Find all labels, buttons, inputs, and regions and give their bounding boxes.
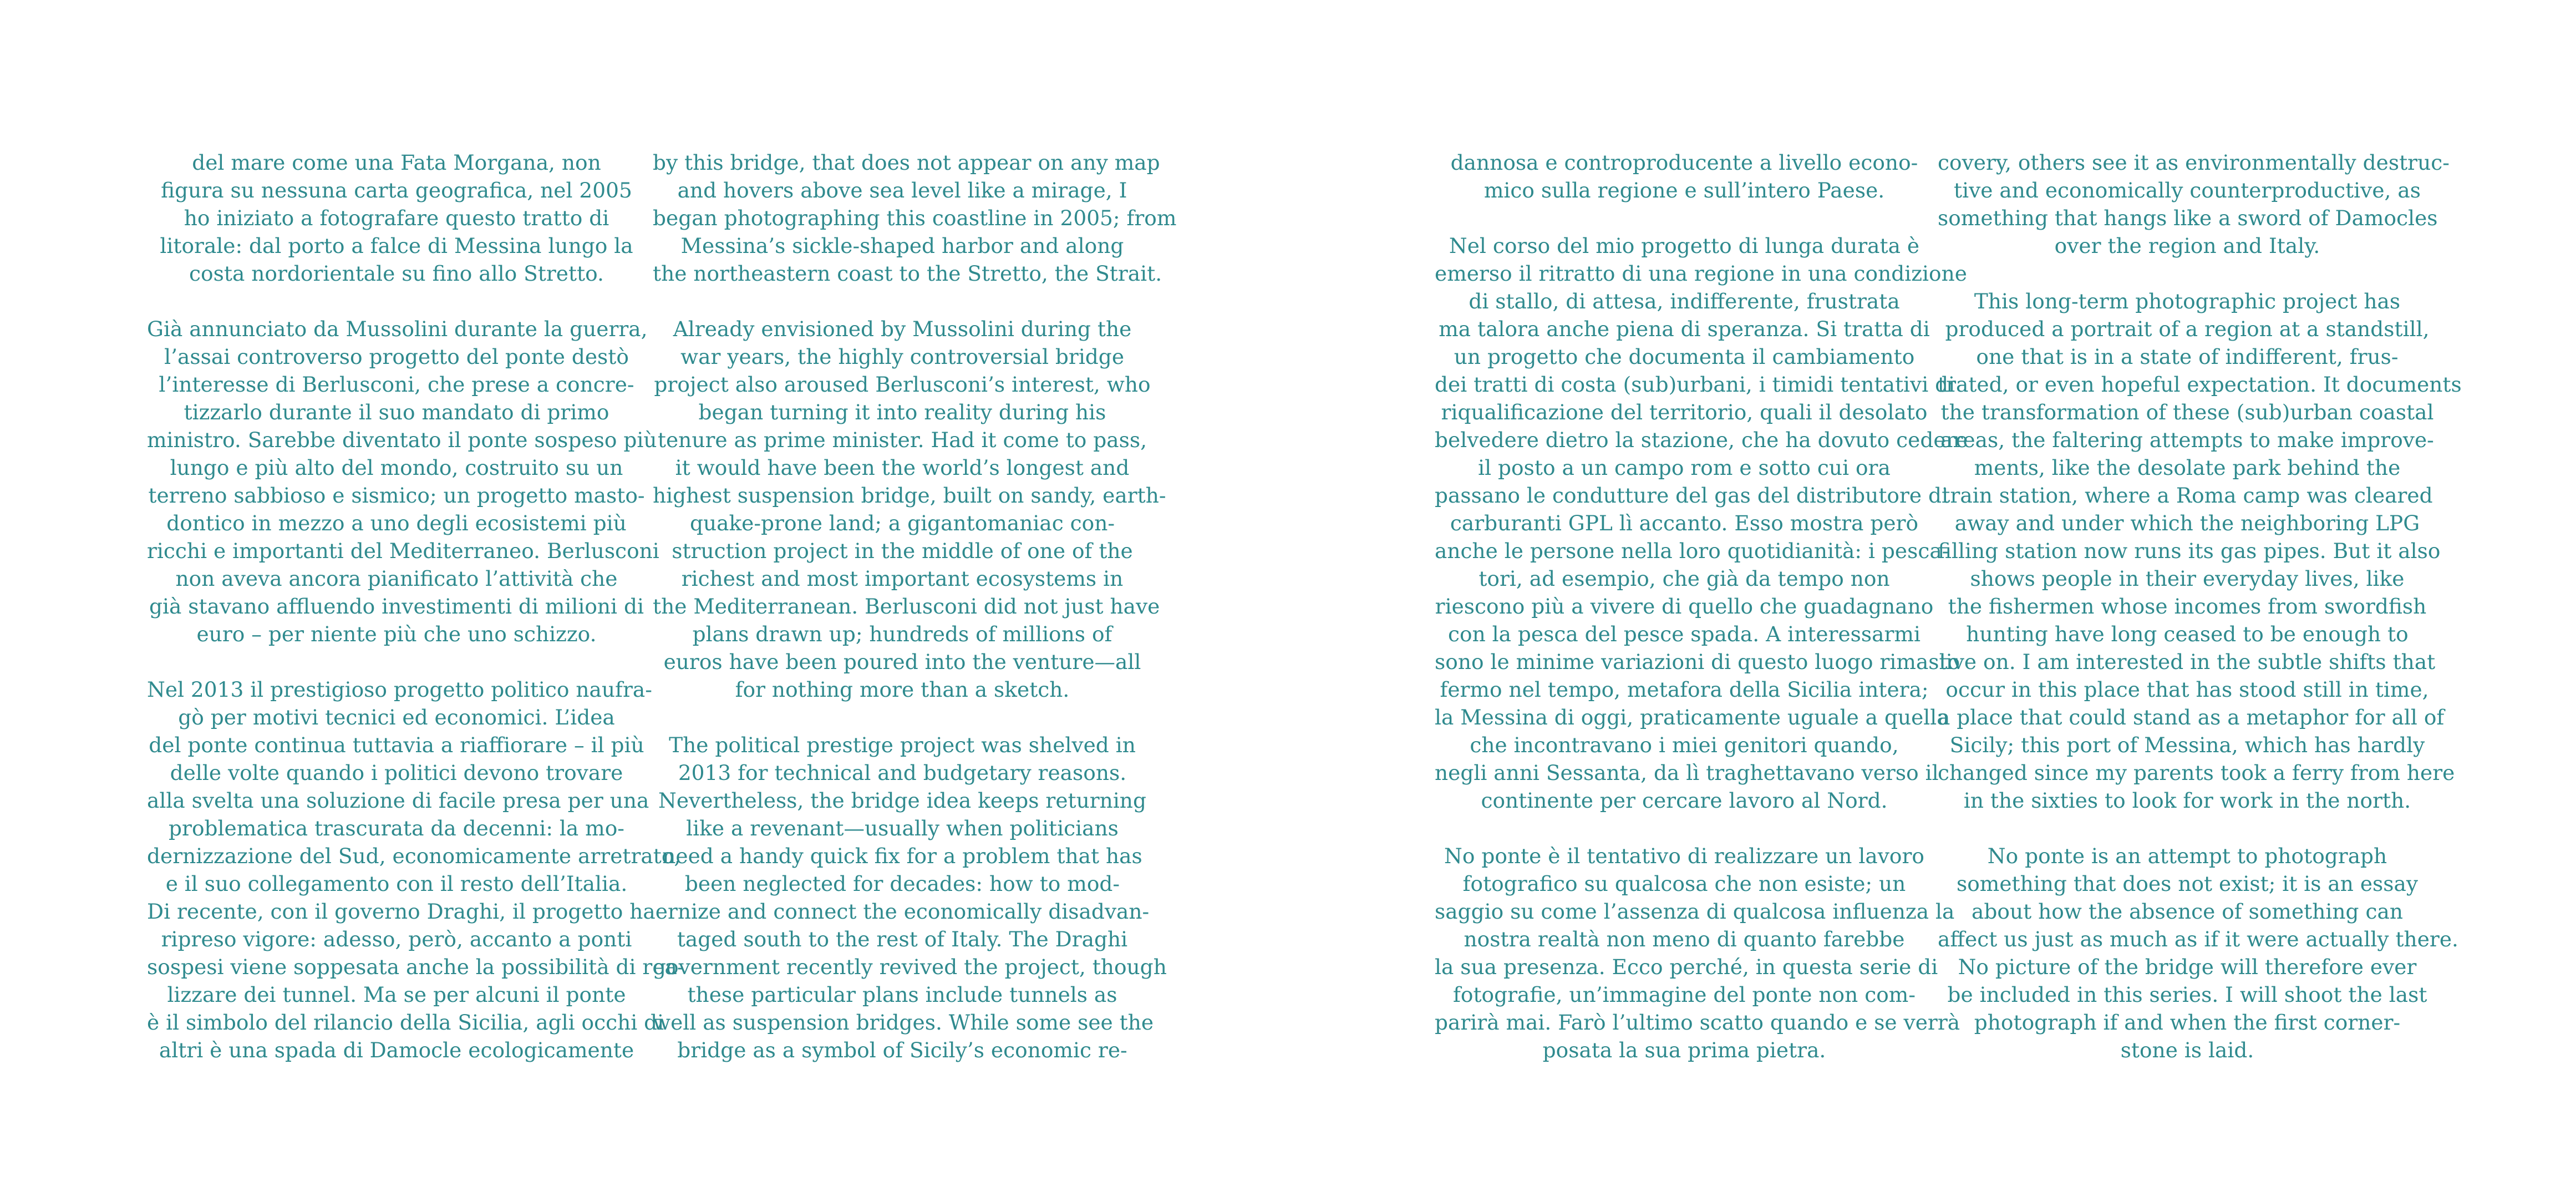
text-line: No ponte è il tentativo di realizzare un lavoro: [1444, 844, 1924, 868]
text-line: train station, where a Roma camp was cleared: [1942, 483, 2433, 508]
text-line: mico sulla regione e sull’intero Paese.: [1483, 178, 1885, 202]
text-line: covery, others see it as environmentally destruc-: [1938, 150, 2450, 175]
text-line: No ponte is an attempt to photograph: [1987, 844, 2387, 868]
paragraph: [1435, 149, 1934, 204]
text-line: taged south to the rest of Italy. The Draghi: [677, 927, 1128, 951]
text-line: Sicily; this port of Messina, which has hardly: [1949, 733, 2425, 757]
text-line: the fishermen whose incomes from swordfish: [1948, 594, 2427, 619]
text-line: euros have been poured into the venture—all: [663, 650, 1141, 674]
text-line: passano le condutture del gas del distributore di: [1435, 483, 1949, 508]
text-line: parirà mai. Farò l’ultimo scatto quando e se verrà: [1435, 1010, 1960, 1035]
text-line: saggio su come l’assenza di qualcosa influenza la: [1435, 899, 1955, 924]
text-line: la sua presenza. Ecco perché, in questa serie di: [1435, 955, 1938, 979]
text-column-italian-left: [147, 149, 684, 1064]
text-line: something that does not exist; it is an essay: [1956, 871, 2419, 896]
text-line: project also aroused Berlusconi’s interest, who: [654, 372, 1151, 397]
text-line: stone is laid.: [2120, 1038, 2254, 1062]
text-line: photograph if and when the first corner-: [1974, 1010, 2401, 1035]
paragraph: [1938, 149, 2450, 260]
text-line: quake-prone land; a gigantomaniac con-: [689, 511, 1115, 535]
text-column-english-right: [1938, 149, 2462, 1064]
text-line: il posto a un campo rom e sotto cui ora: [1478, 455, 1891, 480]
text-line: shows people in their everyday lives, like: [1970, 566, 2405, 591]
text-line: ripreso vigore: adesso, però, accanto a ponti: [161, 927, 632, 951]
text-line: non aveva ancora pianificato l’attività che: [175, 566, 618, 591]
text-line: it would have been the world’s longest and: [675, 455, 1130, 480]
text-line: one that is in a state of indifferent, frus-: [1976, 344, 2399, 369]
text-line: tenure as prime minister. Had it come to pass,: [657, 428, 1147, 452]
text-line: affect us just as much as if it were actually there.: [1938, 927, 2458, 951]
text-line: The political prestige project was shelved in: [669, 733, 1136, 757]
text-line: ernize and connect the economically disadvan-: [655, 899, 1150, 924]
text-line: dannosa e controproducente a livello econo-: [1450, 150, 1918, 175]
text-line: Messina’s sickle-shaped harbor and along: [680, 234, 1124, 258]
text-line: e il suo collegamento con il resto dell’Italia.: [165, 871, 628, 896]
text-line: changed since my parents took a ferry from here: [1938, 761, 2455, 785]
text-line: over the region and Italy.: [2054, 234, 2320, 258]
text-line: by this bridge, that does not appear on any map: [653, 150, 1160, 175]
text-line: war years, the highly controversial bridge: [680, 344, 1125, 369]
text-line: anche le persone nella loro quotidianità: i pesca-: [1435, 539, 1949, 563]
text-line: fotografie, un’immagine del ponte non com-: [1452, 982, 1916, 1007]
text-line: No picture of the bridge will therefore ever: [1958, 955, 2417, 979]
text-line: dei tratti di costa (sub)urbani, i timidi tentativi di: [1435, 372, 1955, 397]
paragraph: [1938, 842, 2458, 1064]
text-line: hunting have long ceased to be enough to: [1966, 622, 2409, 646]
text-line: need a handy quick fix for a problem that has: [662, 844, 1142, 868]
paragraph: [653, 731, 1167, 1064]
text-line: This long-term photographic project has: [1974, 289, 2401, 313]
text-line: ministro. Sarebbe diventato il ponte sospeso più: [147, 428, 657, 452]
text-column-italian-right: [1435, 149, 1968, 1064]
paragraph: [1435, 842, 1960, 1064]
text-line: began photographing this coastline in 2005; from: [653, 206, 1177, 230]
text-line: tive and economically counterproductive, as: [1954, 178, 2421, 202]
text-line: un progetto che documenta il cambiamento: [1454, 344, 1915, 369]
text-line: these particular plans include tunnels as: [687, 982, 1117, 1007]
text-line: lizzare dei tunnel. Ma se per alcuni il ponte: [167, 982, 626, 1007]
text-line: Nevertheless, the bridge idea keeps returning: [658, 788, 1146, 813]
text-line: l’assai controverso progetto del ponte destò: [164, 344, 629, 369]
text-line: 2013 for technical and budgetary reasons.: [678, 761, 1127, 785]
text-line: about how the absence of something can: [1972, 899, 2403, 924]
text-line: figura su nessuna carta geografica, nel 2005: [161, 178, 632, 202]
text-line: began turning it into reality during his: [698, 400, 1106, 424]
text-line: struction project in the middle of one of the: [672, 539, 1133, 563]
text-line: carburanti GPL lì accanto. Esso mostra però: [1450, 511, 1919, 535]
text-line: negli anni Sessanta, da lì traghettavano verso il: [1435, 761, 1939, 785]
text-line: che incontravano i miei genitori quando,: [1470, 733, 1899, 757]
text-line: con la pesca del pesce spada. A interessarmi: [1448, 622, 1920, 646]
text-line: sono le minime variazioni di questo luogo rimasto: [1435, 650, 1960, 674]
text-line: riqualificazione del territorio, quali il desolato: [1441, 400, 1928, 424]
text-line: litorale: dal porto a falce di Messina lungo la: [160, 234, 633, 258]
text-line: riescono più a vivere di quello che guadagnano: [1435, 594, 1934, 619]
text-line: dontico in mezzo a uno degli ecosistemi più: [166, 511, 627, 535]
text-line: nostra realtà non meno di quanto farebbe: [1464, 927, 1905, 951]
paragraph: [1435, 232, 1968, 814]
text-line: già stavano affluendo investimenti di milioni di: [149, 594, 644, 619]
text-line: live on. I am interested in the subtle shifts that: [1939, 650, 2436, 674]
text-line: Già annunciato da Mussolini durante la guerra,: [147, 317, 648, 341]
text-line: alla svelta una soluzione di facile presa per una: [147, 788, 649, 813]
text-line: emerso il ritratto di una regione in una condizione: [1435, 261, 1967, 286]
text-line: sospesi viene soppesata anche la possibilità di rea-: [147, 955, 684, 979]
text-line: fotografico su qualcosa che non esiste; un: [1462, 871, 1906, 896]
text-line: filling station now runs its gas pipes. But it also: [1938, 539, 2441, 563]
text-line: terreno sabbioso e sismico; un progetto masto-: [148, 483, 645, 508]
text-line: for nothing more than a sketch.: [735, 677, 1070, 702]
text-line: areas, the faltering attempts to make improve-: [1940, 428, 2434, 452]
paragraph: [1938, 287, 2462, 814]
text-line: Di recente, con il governo Draghi, il progetto ha: [147, 899, 656, 924]
text-line: euro – per niente più che uno schizzo.: [196, 622, 597, 646]
text-line: belvedere dietro la stazione, che ha dovuto cedere: [1435, 428, 1968, 452]
text-line: Nel 2013 il prestigioso progetto politico naufra-: [147, 677, 652, 702]
text-line: like a revenant—usually when politicians: [686, 816, 1119, 840]
text-line: di stallo, di attesa, indifferente, frustrata: [1469, 289, 1900, 313]
paragraph: [147, 676, 684, 1064]
paragraph: [147, 315, 659, 648]
paragraph: [147, 149, 646, 287]
text-line: Already envisioned by Mussolini during the: [673, 317, 1132, 341]
text-line: be included in this series. I will shoot the last: [1947, 982, 2427, 1007]
text-line: trated, or even hopeful expectation. It documents: [1938, 372, 2462, 397]
text-line: ho iniziato a fotografare questo tratto di: [184, 206, 609, 230]
text-line: dernizzazione del Sud, economicamente arretrato,: [147, 844, 681, 868]
text-line: the transformation of these (sub)urban coastal: [1940, 400, 2434, 424]
text-line: been neglected for decades: how to mod-: [684, 871, 1120, 896]
text-line: del mare come una Fata Morgana, non: [192, 150, 601, 175]
text-line: produced a portrait of a region at a standstill,: [1945, 317, 2430, 341]
text-line: government recently revived the project, though: [653, 955, 1167, 979]
text-line: tizzarlo durante il suo mandato di primo: [184, 400, 609, 424]
text-line: posata la sua prima pietra.: [1542, 1038, 1826, 1062]
text-line: a place that could stand as a metaphor for all of: [1938, 705, 2445, 729]
paragraph: [653, 149, 1177, 287]
text-line: ments, like the desolate park behind the: [1974, 455, 2401, 480]
text-line: highest suspension bridge, built on sandy, earth-: [653, 483, 1166, 508]
text-line: ma talora anche piena di speranza. Si tratta di: [1439, 317, 1930, 341]
text-line: the Mediterranean. Berlusconi did not just have: [653, 594, 1160, 619]
text-line: delle volte quando i politici devono trovare: [170, 761, 623, 785]
text-line: tori, ad esempio, che già da tempo non: [1478, 566, 1890, 591]
text-line: ricchi e importanti del Mediterraneo. Berlusconi: [147, 539, 659, 563]
text-line: well as suspension bridges. While some see the: [653, 1010, 1154, 1035]
text-line: in the sixties to look for work in the north.: [1963, 788, 2411, 813]
text-line: plans drawn up; hundreds of millions of: [692, 622, 1112, 646]
text-line: and hovers above sea level like a mirage, I: [677, 178, 1127, 202]
text-line: the northeastern coast to the Stretto, the Strait.: [653, 261, 1162, 286]
text-line: richest and most important ecosystems in: [681, 566, 1124, 591]
text-line: fermo nel tempo, metafora della Sicilia intera;: [1440, 677, 1929, 702]
text-line: bridge as a symbol of Sicily’s economic re-: [677, 1038, 1127, 1062]
text-line: occur in this place that has stood still in time,: [1945, 677, 2429, 702]
text-line: lungo e più alto del mondo, costruito su un: [170, 455, 623, 480]
paragraph: [653, 315, 1166, 703]
text-line: continente per cercare lavoro al Nord.: [1481, 788, 1888, 813]
text-line: away and under which the neighboring LPG: [1954, 511, 2420, 535]
text-line: la Messina di oggi, praticamente uguale a quella: [1435, 705, 1949, 729]
text-line: Nel corso del mio progetto di lunga durata è: [1449, 234, 1920, 258]
text-line: gò per motivi tecnici ed economici. L’idea: [178, 705, 615, 729]
text-line: something that hangs like a sword of Damocles: [1938, 206, 2438, 230]
text-line: del ponte continua tuttavia a riaffiorare – il più: [149, 733, 644, 757]
text-line: problematica trascurata da decenni: la mo-: [169, 816, 624, 840]
text-column-english-left: [653, 149, 1177, 1064]
text-line: è il simbolo del rilancio della Sicilia, agli occhi di: [147, 1010, 664, 1035]
text-line: altri è una spada di Damocle ecologicamente: [159, 1038, 634, 1062]
text-line: costa nordorientale su fino allo Stretto.: [189, 261, 604, 286]
text-line: l’interesse di Berlusconi, che prese a concre-: [159, 372, 634, 397]
